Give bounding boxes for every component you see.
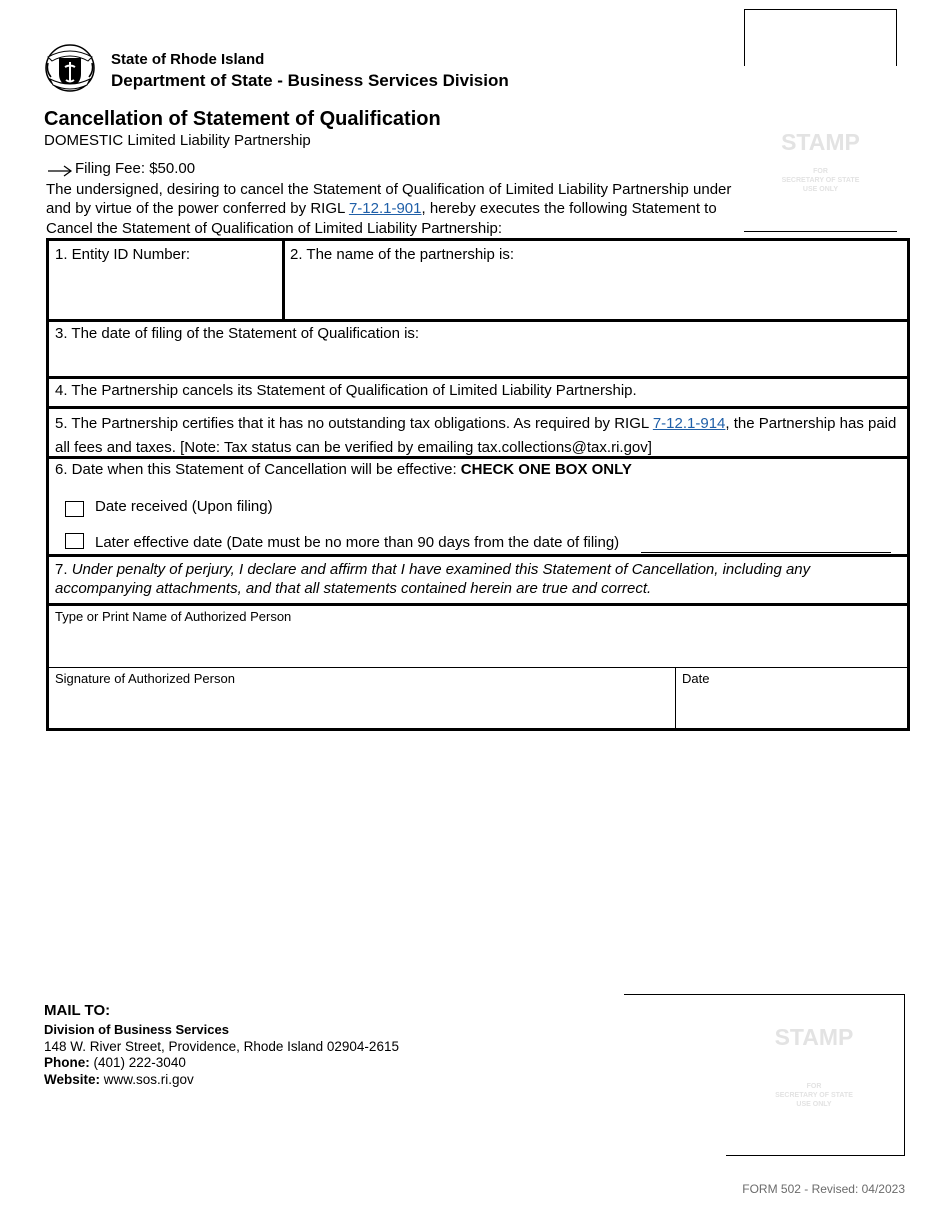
tax-text-2: , the Partnership has paid all fees and taxes. [Note: Tax status can be verified by emailing tax.collections@tax.ri.gov]: [55, 415, 897, 456]
print-name-label: Type or Print Name of Authorized Person: [55, 609, 292, 624]
form-subtitle: DOMESTIC Limited Liability Partnership: [44, 132, 311, 149]
perjury-statement: [55, 560, 867, 598]
phone-value: (401) 222-3040: [93, 1055, 186, 1070]
mail-division: Division of Business Services: [44, 1022, 229, 1037]
later-date-checkbox[interactable]: [65, 533, 84, 549]
entity-id-field[interactable]: [49, 241, 285, 319]
phone-label: Phone:: [44, 1055, 90, 1070]
cancel-statement-text: 4. The Partnership cancels its Statement of Qualification of Limited Liability Partnership.: [55, 382, 637, 399]
tax-text-1: 5. The Partnership certifies that it has no outstanding tax obligations. As required by RIGL: [55, 415, 653, 432]
partnership-name-field[interactable]: [285, 241, 907, 319]
arrow-right-icon: [47, 165, 73, 177]
stamp-label-bottom: STAMP: [774, 1024, 854, 1050]
entity-id-label: 1. Entity ID Number:: [55, 246, 191, 263]
signature-label: Signature of Authorized Person: [55, 671, 235, 686]
tax-certification-text: [55, 412, 901, 460]
perjury-text: Under penalty of perjury, I declare and affirm that I have examined this Statement of Cancellation, including any accompanying attachments, and that all statements contained herein are true and correct.: [55, 561, 811, 597]
row-tax-certification: [49, 409, 907, 459]
form-title: Cancellation of Statement of Qualification: [44, 108, 441, 130]
upon-filing-label: Date received (Upon filing): [95, 498, 273, 515]
intro-text-1: The undersigned, desiring to cancel the Statement of Qualification of Limited Liability Partnership under and by virtue of the power conferred by RIGL: [46, 181, 732, 218]
partnership-name-label: 2. The name of the partnership is:: [290, 246, 515, 263]
website-label: Website:: [44, 1072, 101, 1087]
rigl-901-link[interactable]: 7-12.1-901: [348, 200, 422, 218]
row-entity-and-name: [49, 241, 907, 322]
cancellation-form: [46, 238, 910, 731]
filing-fee-text: Filing Fee: $50.00: [75, 159, 196, 177]
mail-address: 148 W. River Street, Providence, Rhode Island 02904-2615: [44, 1039, 399, 1054]
filing-date-label: 3. The date of filing of the Statement of Qualification is:: [55, 325, 420, 342]
stamp-bottom-line2: SECRETARY OF STATE: [775, 1092, 853, 1099]
state-name: State of Rhode Island: [111, 51, 265, 68]
intro-text-2: , hereby executes the following Statement to Cancel the Statement of Qualification of Limited Liability Partnership:: [46, 200, 717, 237]
upon-filing-checkbox[interactable]: [65, 501, 84, 517]
check-one-emphasis: CHECK ONE BOX ONLY: [460, 461, 632, 478]
signature-field[interactable]: [49, 668, 676, 728]
stamp-bottom-line1: FOR: [806, 1083, 822, 1090]
row-perjury: [49, 557, 907, 606]
stamp-box-bottom: [624, 994, 904, 1156]
row-effective-date: [49, 459, 907, 557]
perjury-number: 7.: [55, 561, 72, 578]
stamp-sub-line1: FOR: [813, 168, 828, 175]
row-cancel-statement: [49, 379, 907, 409]
website-value: www.sos.ri.gov: [103, 1072, 194, 1087]
form-number: FORM 502 - Revised: 04/2023: [742, 1182, 905, 1196]
stamp-sub-line3: USE ONLY: [802, 186, 839, 193]
intro-paragraph: [46, 180, 736, 238]
signature-date-field[interactable]: [676, 668, 907, 728]
mail-website: [44, 1072, 194, 1087]
stamp-sub-line2: SECRETARY OF STATE: [781, 177, 860, 184]
stamp-box-top: [744, 9, 897, 233]
stamp-label: STAMP: [781, 129, 860, 155]
filing-fee: [47, 159, 195, 177]
mail-phone: [44, 1055, 186, 1070]
effective-date-label: 6. Date when this Statement of Cancellation will be effective:: [55, 461, 461, 478]
state-seal-icon: [44, 43, 96, 93]
later-date-label: Later effective date (Date must be no more than 90 days from the date of filing): [95, 534, 620, 551]
print-name-field[interactable]: [49, 606, 907, 668]
row-signature-date: [49, 668, 907, 728]
later-date-input-line[interactable]: [641, 552, 891, 553]
stamp-bottom-line3: USE ONLY: [796, 1101, 832, 1108]
rigl-914-link[interactable]: 7-12.1-914: [652, 415, 726, 432]
effective-date-question: [55, 461, 632, 478]
mail-to-heading: MAIL TO:: [44, 1002, 111, 1019]
department-name: Department of State - Business Services Division: [111, 71, 509, 90]
signature-date-label: Date: [682, 671, 710, 686]
filing-date-field[interactable]: [49, 322, 907, 379]
